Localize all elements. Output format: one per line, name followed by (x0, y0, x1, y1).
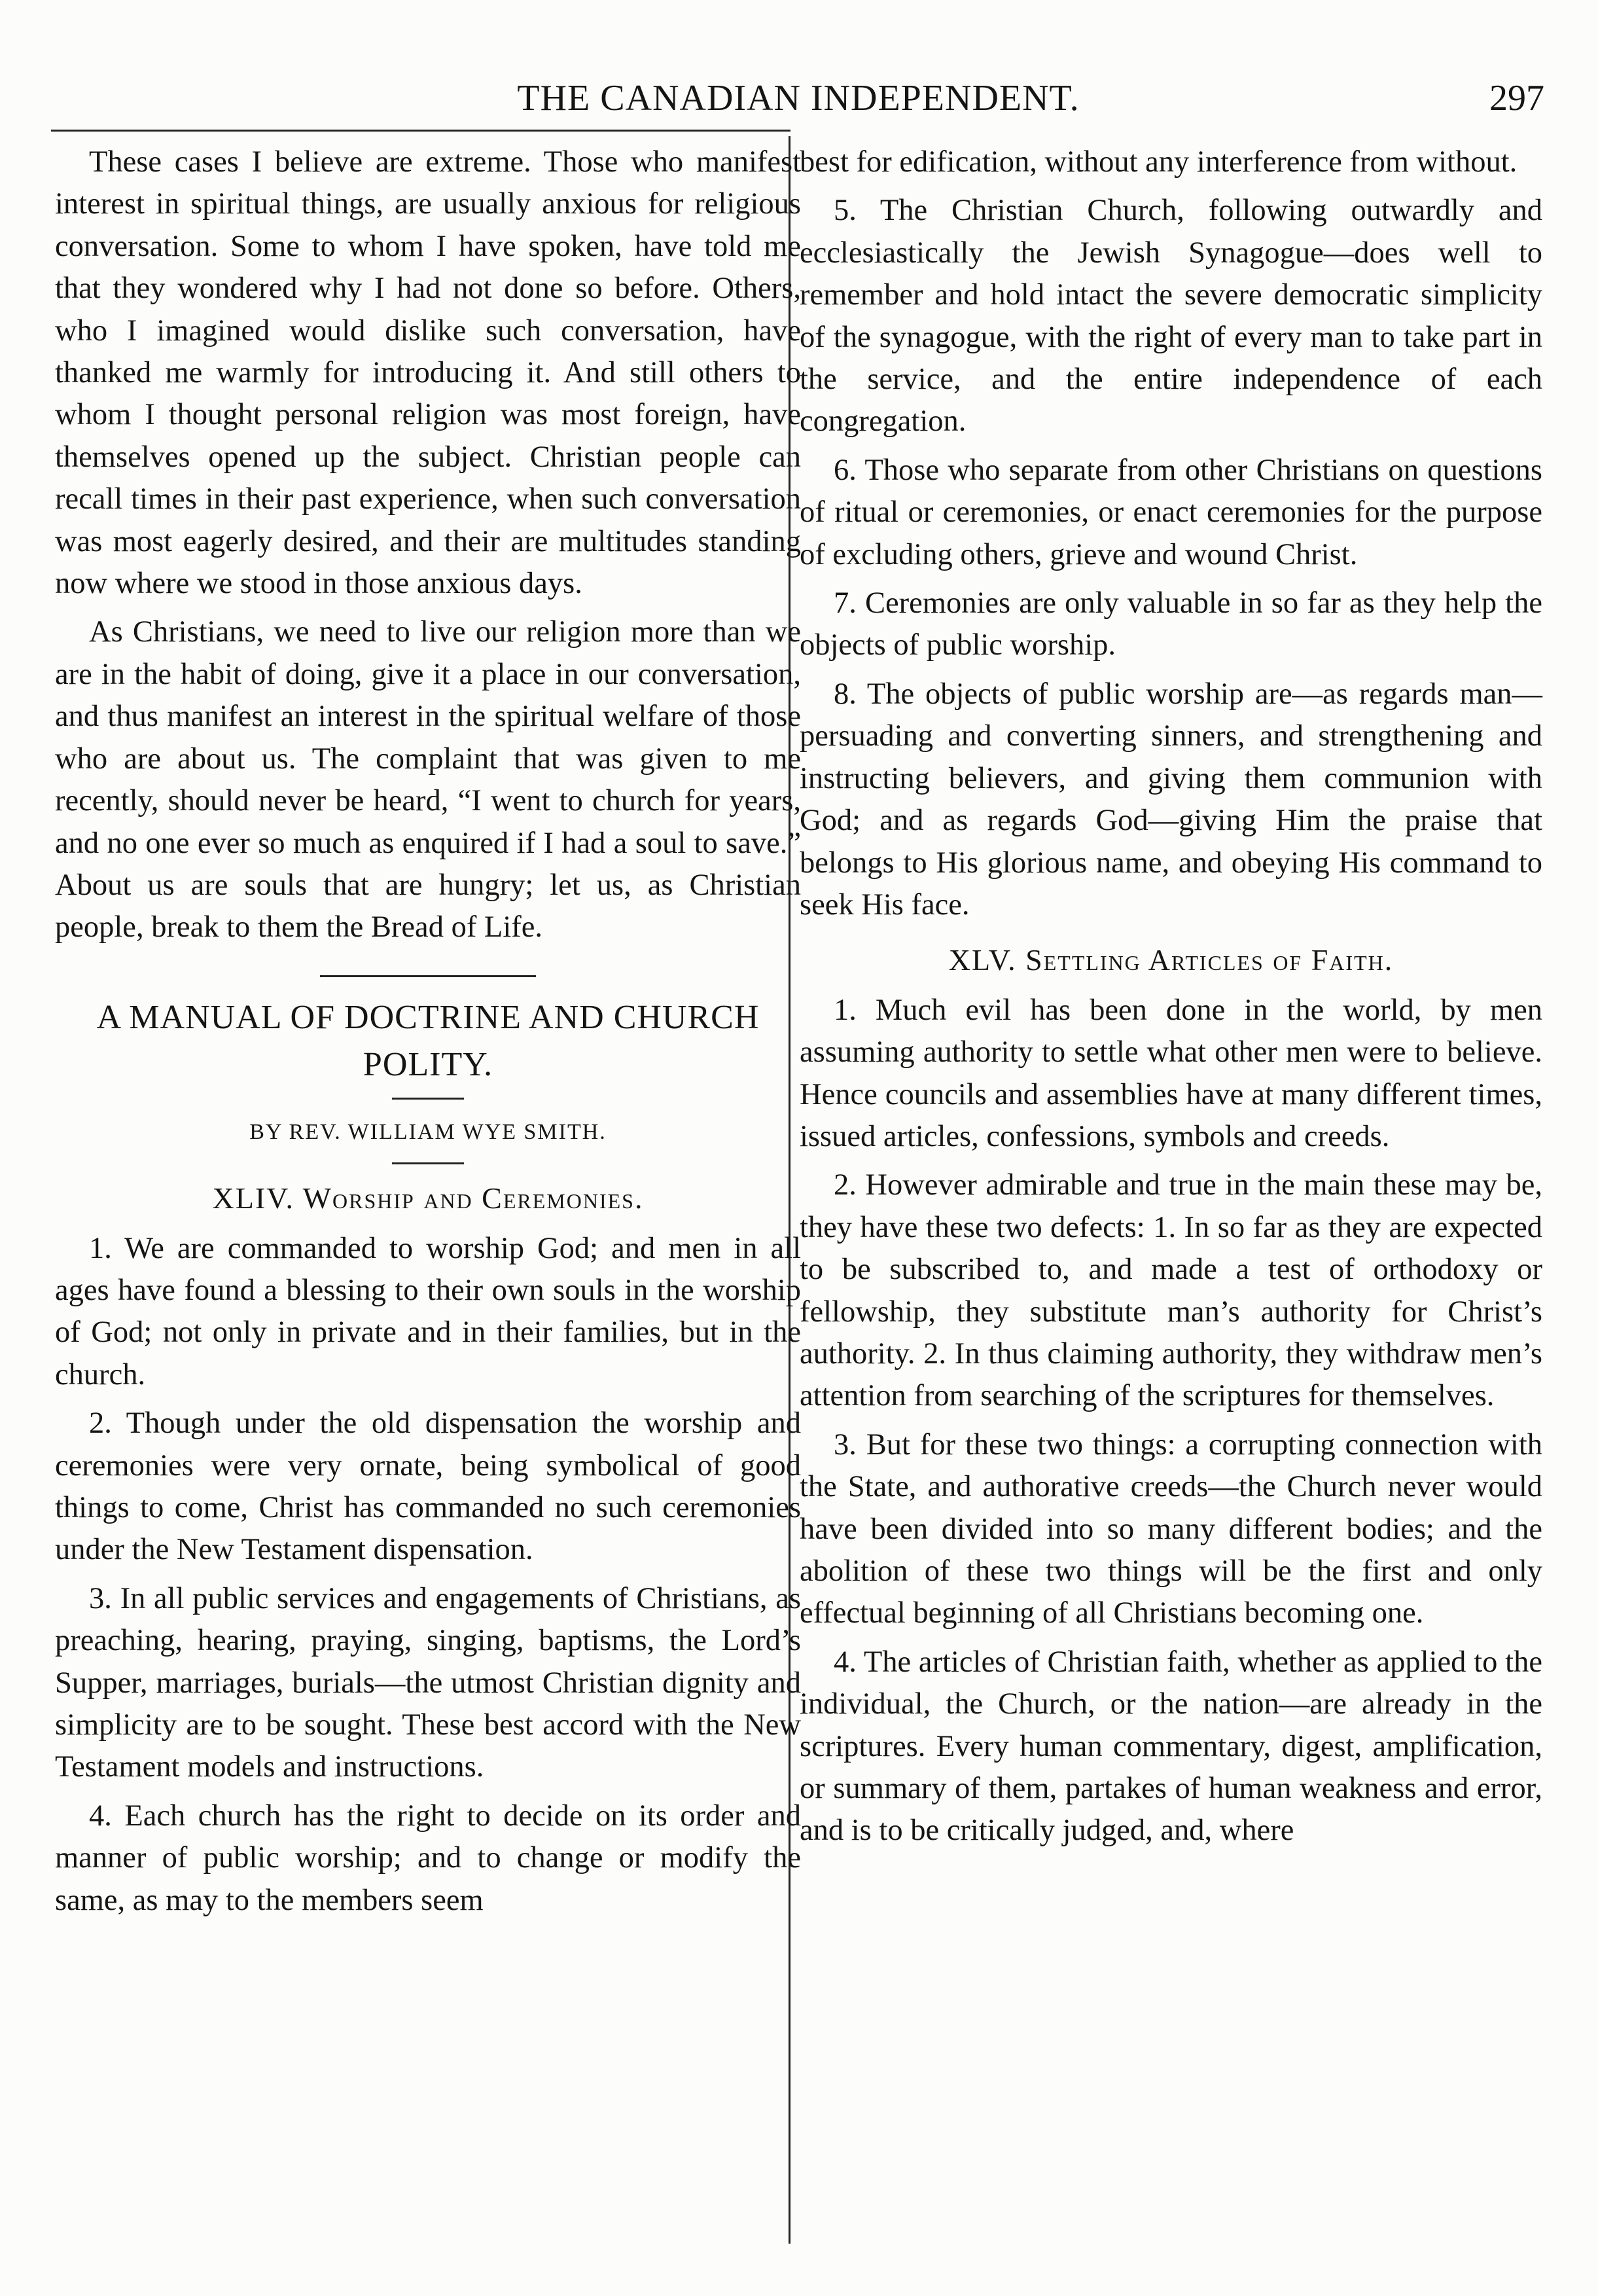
running-title: THE CANADIAN INDEPENDENT. (517, 78, 1080, 118)
xlv-paragraph-4: 4. The articles of Christian faith, whether as applied to the individual, the Church, or the nation—are already in the scriptures. Every human commentary, digest, amplification, or summary of them, partakes of human weakness and error, and is to be critically judged, and, where (800, 1645, 1542, 1848)
page-header (52, 77, 1544, 123)
xliv-paragraph-3: 3. In all public services and engagements of Christians, as preaching, hearing, praying, singing, baptisms, the Lord’s Supper, marriages, burials—the utmost Christian dignity and simplicity are to be sought. These best accord with the New Testament models and instructions. (55, 1581, 801, 1784)
xliv-paragraph-1: 1. We are commanded to worship God; and men in all ages have found a blessing to their own souls in the worship of God; not only in private and in their families, but in the church. (55, 1231, 801, 1391)
section-heading-xlv: XLV. Settling Articles of Faith. (948, 943, 1394, 977)
article-title: A MANUAL OF DOCTRINE AND CHURCH POLITY. (96, 998, 760, 1083)
xliv-paragraph-2: 2. Though under the old dispensation the worship and ceremonies were very ornate, being symbolical of good things to come, Christ has commanded no such ceremonies under the New Testament dispensation. (55, 1407, 801, 1567)
intro-paragraph-1: These cases I believe are extreme. Those who manifest interest in spiritual things, are usually anxious for religious conversation. Some to whom I have spoken, have told me that they wondered why I had not done so before. Others, who I imagined would dislike such conversation, have thanked me warmly for introducing it. And still others to whom I thought personal religion was most foreign, have themselves opened up the subject. Christian people can recall times in their past experience, when such conversation was most eagerly desired, and their are multitudes standing now where we stood in those anxious days. (55, 145, 801, 601)
section-heading-xliv: XLIV. Worship and Ceremonies. (212, 1181, 644, 1215)
xliv-paragraph-4: 4. Each church has the right to decide on its order and manner of public worship; and to change or modify the same, as may to the members seem (55, 1799, 801, 1917)
right-column (800, 141, 1542, 1859)
left-column (55, 141, 801, 1928)
xlv-paragraph-2: 2. However admirable and true in the main these may be, they have these two defects: 1. In so far as they are expected to be subscribed to, and made a test of orthodoxy or fellowship, they substitute man’s authority for Christ’s authority. 2. In thus claiming authority, they withdraw men’s attention from searching of the scriptures for themselves. (800, 1168, 1542, 1413)
xliv-paragraph-5: 5. The Christian Church, following outwardly and ecclesiastically the Jewish Synagogue—does well to remember and hold intact the severe democratic simplicity of the synagogue, with the right of every man to take part in the service, and the entire independence of each congregation. (800, 194, 1542, 439)
byline: BY REV. WILLIAM WYE SMITH. (249, 1119, 607, 1144)
intro-paragraph-2: As Christians, we need to live our religion more than we are in the habit of doing, give it a place in our conversation, and thus manifest an interest in the spiritual welfare of those who are about us. The complaint that was given to me recently, should never be heard, “I went to church for years, and no one ever so much as enquired if I had a soul to save.” About us are souls that are hungry; let us, as Christian people, break to them the Bread of Life. (55, 615, 801, 944)
xlv-paragraph-3: 3. But for these two things: a corrupting connection with the State, and authorative creeds—the Church never would have been divided into so many different bodies; and the abolition of these two things will be the first and only effectual beginning of all Christians becoming one. (800, 1427, 1542, 1630)
continued-paragraph: best for edification, without any interference from without. (800, 145, 1518, 179)
xliv-paragraph-6: 6. Those who separate from other Christians on questions of ritual or ceremonies, or enact ceremonies for the purpose of excluding others, grieve and wound Christ. (800, 453, 1542, 571)
header-rule (51, 130, 790, 132)
page-number: 297 (1489, 78, 1544, 118)
xliv-paragraph-8: 8. The objects of public worship are—as regards man—persuading and converting sinners, and strengthening and instructing believers, and giving them communion with God; and as regards God—giving Him the praise that belongs to His glorious name, and obeying His command to seek His face. (800, 677, 1542, 922)
xliv-paragraph-7: 7. Ceremonies are only valuable in so far as they help the objects of public worship. (800, 586, 1542, 662)
xlv-paragraph-1: 1. Much evil has been done in the world, by men assuming authority to settle what other men were to believe. Hence councils and assemblies have at many different times, issued articles, confessions, symbols and creeds. (800, 993, 1542, 1153)
byline-rule (392, 1162, 464, 1164)
article-separator-rule (320, 975, 536, 977)
title-rule (392, 1098, 464, 1100)
